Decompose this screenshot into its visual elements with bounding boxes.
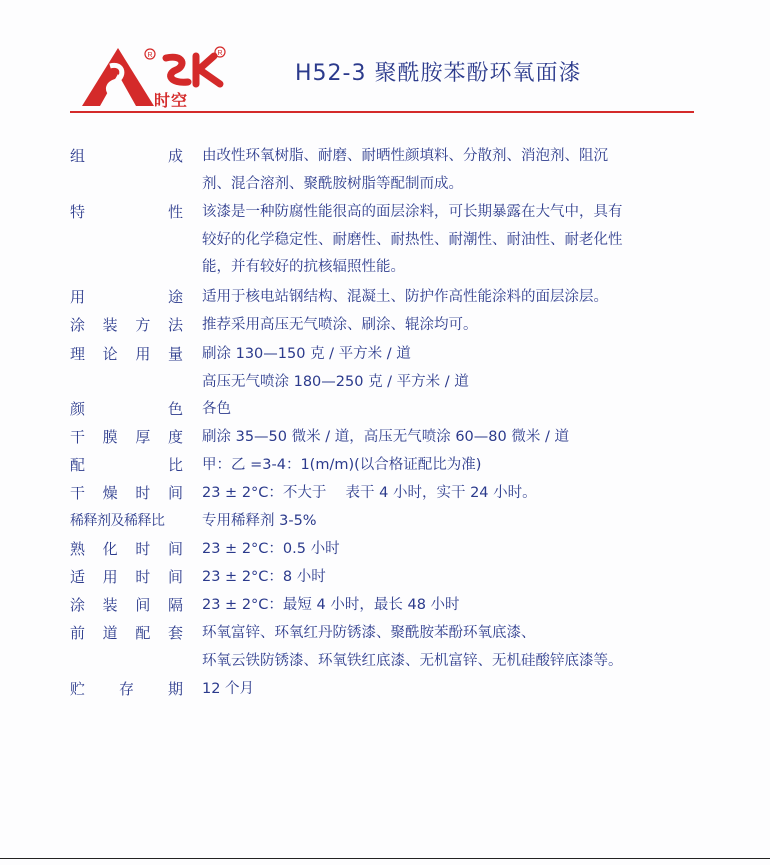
spec-label [70, 508, 183, 535]
spec-label-char: 性 [167, 203, 183, 221]
spec-label-char: 熟 [70, 540, 86, 558]
spec-value-line: 环氧云铁防锈漆、环氧铁红底漆、无机富锌、无机硅酸锌底漆等。 [202, 652, 623, 669]
spec-label-char: 配 [70, 456, 86, 474]
spec-label-char: 比 [167, 456, 183, 474]
spec-value-line: 12 个月 [202, 681, 255, 697]
spec-label-char: 特 [70, 203, 86, 221]
spec-label-char: 膜 [102, 428, 118, 446]
spec-value [202, 396, 697, 424]
spec-label-char: 前 [70, 624, 86, 642]
spec-value-line: 适用于核电站钢结构、混凝土、防护作高性能涂料的面层涂层。 [202, 289, 608, 305]
spec-label-char: 方 [135, 316, 151, 334]
product-title: H52-3 聚酰胺苯酚环氧面漆 [295, 61, 582, 86]
spec-label-char: 间 [167, 484, 183, 502]
spec-label [70, 143, 183, 170]
spec-label-char: 论 [102, 345, 118, 363]
brand-logo-text: 时空 [154, 91, 189, 110]
spec-label-char: 间 [135, 596, 151, 614]
spec-label-char: 存 [118, 680, 134, 698]
spec-label-char: 量 [167, 345, 183, 363]
spec-label-char: 组 [70, 147, 86, 165]
spec-label [70, 396, 183, 423]
spec-label-char: 理 [70, 345, 86, 363]
spec-label-char: 用 [70, 288, 86, 306]
header-divider [70, 111, 694, 113]
svg-text:R: R [217, 50, 223, 57]
spec-value [202, 592, 697, 620]
spec-label-char: 隔 [167, 596, 183, 614]
spec-label [70, 592, 183, 619]
spec-label-char: 装 [102, 596, 118, 614]
spec-value-line: 环氧富锌、环氧红丹防锈漆、聚酰胺苯酚环氧底漆、 [202, 625, 536, 641]
spec-label-char: 色 [167, 400, 183, 418]
spec-value-line: 高压无气喷涂 180—250 克 / 平方米 / 道 [202, 373, 469, 390]
spec-label-char: 成 [167, 147, 183, 165]
spec-value-line: 推荐采用高压无气喷涂、刷涂、辊涂均可。 [202, 317, 478, 333]
spec-label-char: 颜 [70, 400, 86, 418]
spec-value-line: 专用稀释剂 3-5% [202, 513, 317, 529]
spec-label [70, 284, 183, 311]
spec-label [70, 480, 183, 507]
spec-label-char: 用 [135, 345, 151, 363]
spec-label-char: 贮 [70, 680, 86, 698]
spec-value [202, 620, 697, 675]
spec-label-char: 涂 [70, 596, 86, 614]
spec-value-line: 该漆是一种防腐性能很高的面层涂料，可长期暴露在大气中，具有 [202, 204, 623, 220]
spec-label [70, 536, 183, 563]
spec-value-line: 23 ± 2°C：8 小时 [202, 569, 326, 585]
spec-value-line: 甲：乙 =3-4：1(m/m)(以合格证配比为准) [202, 457, 482, 473]
spec-label-char: 化 [102, 540, 118, 558]
spec-label-char: 配 [135, 624, 151, 642]
spec-value [202, 564, 697, 592]
svg-text:R: R [147, 52, 153, 59]
spec-value [202, 341, 697, 396]
spec-value [202, 199, 697, 282]
spec-label-char: 燥 [102, 484, 118, 502]
spec-value-line: 各色 [202, 401, 231, 417]
spec-label [70, 620, 183, 647]
spec-label-char: 间 [167, 540, 183, 558]
bottom-border [0, 858, 770, 859]
spec-label-char: 装 [102, 316, 118, 334]
spec-label-char: 套 [167, 624, 183, 642]
spec-label [70, 199, 183, 226]
spec-value [202, 536, 697, 564]
spec-value-line: 23 ± 2°C：0.5 小时 [202, 541, 340, 557]
spec-label-char: 时 [135, 540, 151, 558]
spec-value [202, 508, 697, 536]
spec-label-char: 期 [167, 680, 183, 698]
spec-label [70, 676, 183, 703]
spec-value-line: 较好的化学稳定性、耐磨性、耐热性、耐潮性、耐油性、耐老化性 [202, 231, 623, 248]
spec-label [70, 564, 183, 591]
spec-value-line: 由改性环氧树脂、耐磨、耐晒性颜填料、分散剂、消泡剂、阻沉 [202, 148, 608, 164]
spec-label-char: 时 [135, 484, 151, 502]
spec-value [202, 284, 697, 312]
spec-label-char: 用 [102, 568, 118, 586]
spec-value [202, 452, 697, 480]
spec-label-char: 道 [102, 624, 118, 642]
spec-label-char: 法 [167, 316, 183, 334]
spec-label-char: 度 [167, 428, 183, 446]
spec-value-line: 能，并有较好的抗核辐照性能。 [202, 259, 405, 275]
spec-value [202, 676, 697, 704]
spec-label-char: 途 [167, 288, 183, 306]
spec-value [202, 312, 697, 340]
spec-label-char: 稀释剂及稀释比 [70, 513, 165, 529]
spec-value-line: 剂、混合溶剂、聚酰胺树脂等配制而成。 [202, 175, 463, 192]
spec-label-char: 间 [167, 568, 183, 586]
spec-label-char: 干 [70, 428, 86, 446]
spec-value-line: 刷涂 130—150 克 / 平方米 / 道 [202, 346, 411, 362]
spec-label [70, 424, 183, 451]
spec-value-line: 23 ± 2°C：不大于 表干 4 小时，实干 24 小时。 [202, 485, 537, 501]
spec-value [202, 143, 697, 198]
spec-label [70, 452, 183, 479]
spec-value-line: 刷涂 35—50 微米 / 道，高压无气喷涂 60—80 微米 / 道 [202, 429, 569, 445]
spec-label-char: 厚 [135, 428, 151, 446]
spec-label-char: 时 [135, 568, 151, 586]
spec-label [70, 341, 183, 368]
spec-label-char: 干 [70, 484, 86, 502]
spec-label-char: 涂 [70, 316, 86, 334]
spec-label-char: 适 [70, 568, 86, 586]
spec-label [70, 312, 183, 339]
spec-value [202, 480, 697, 508]
spec-value [202, 424, 697, 452]
spec-value-line: 23 ± 2°C：最短 4 小时，最长 48 小时 [202, 597, 460, 613]
